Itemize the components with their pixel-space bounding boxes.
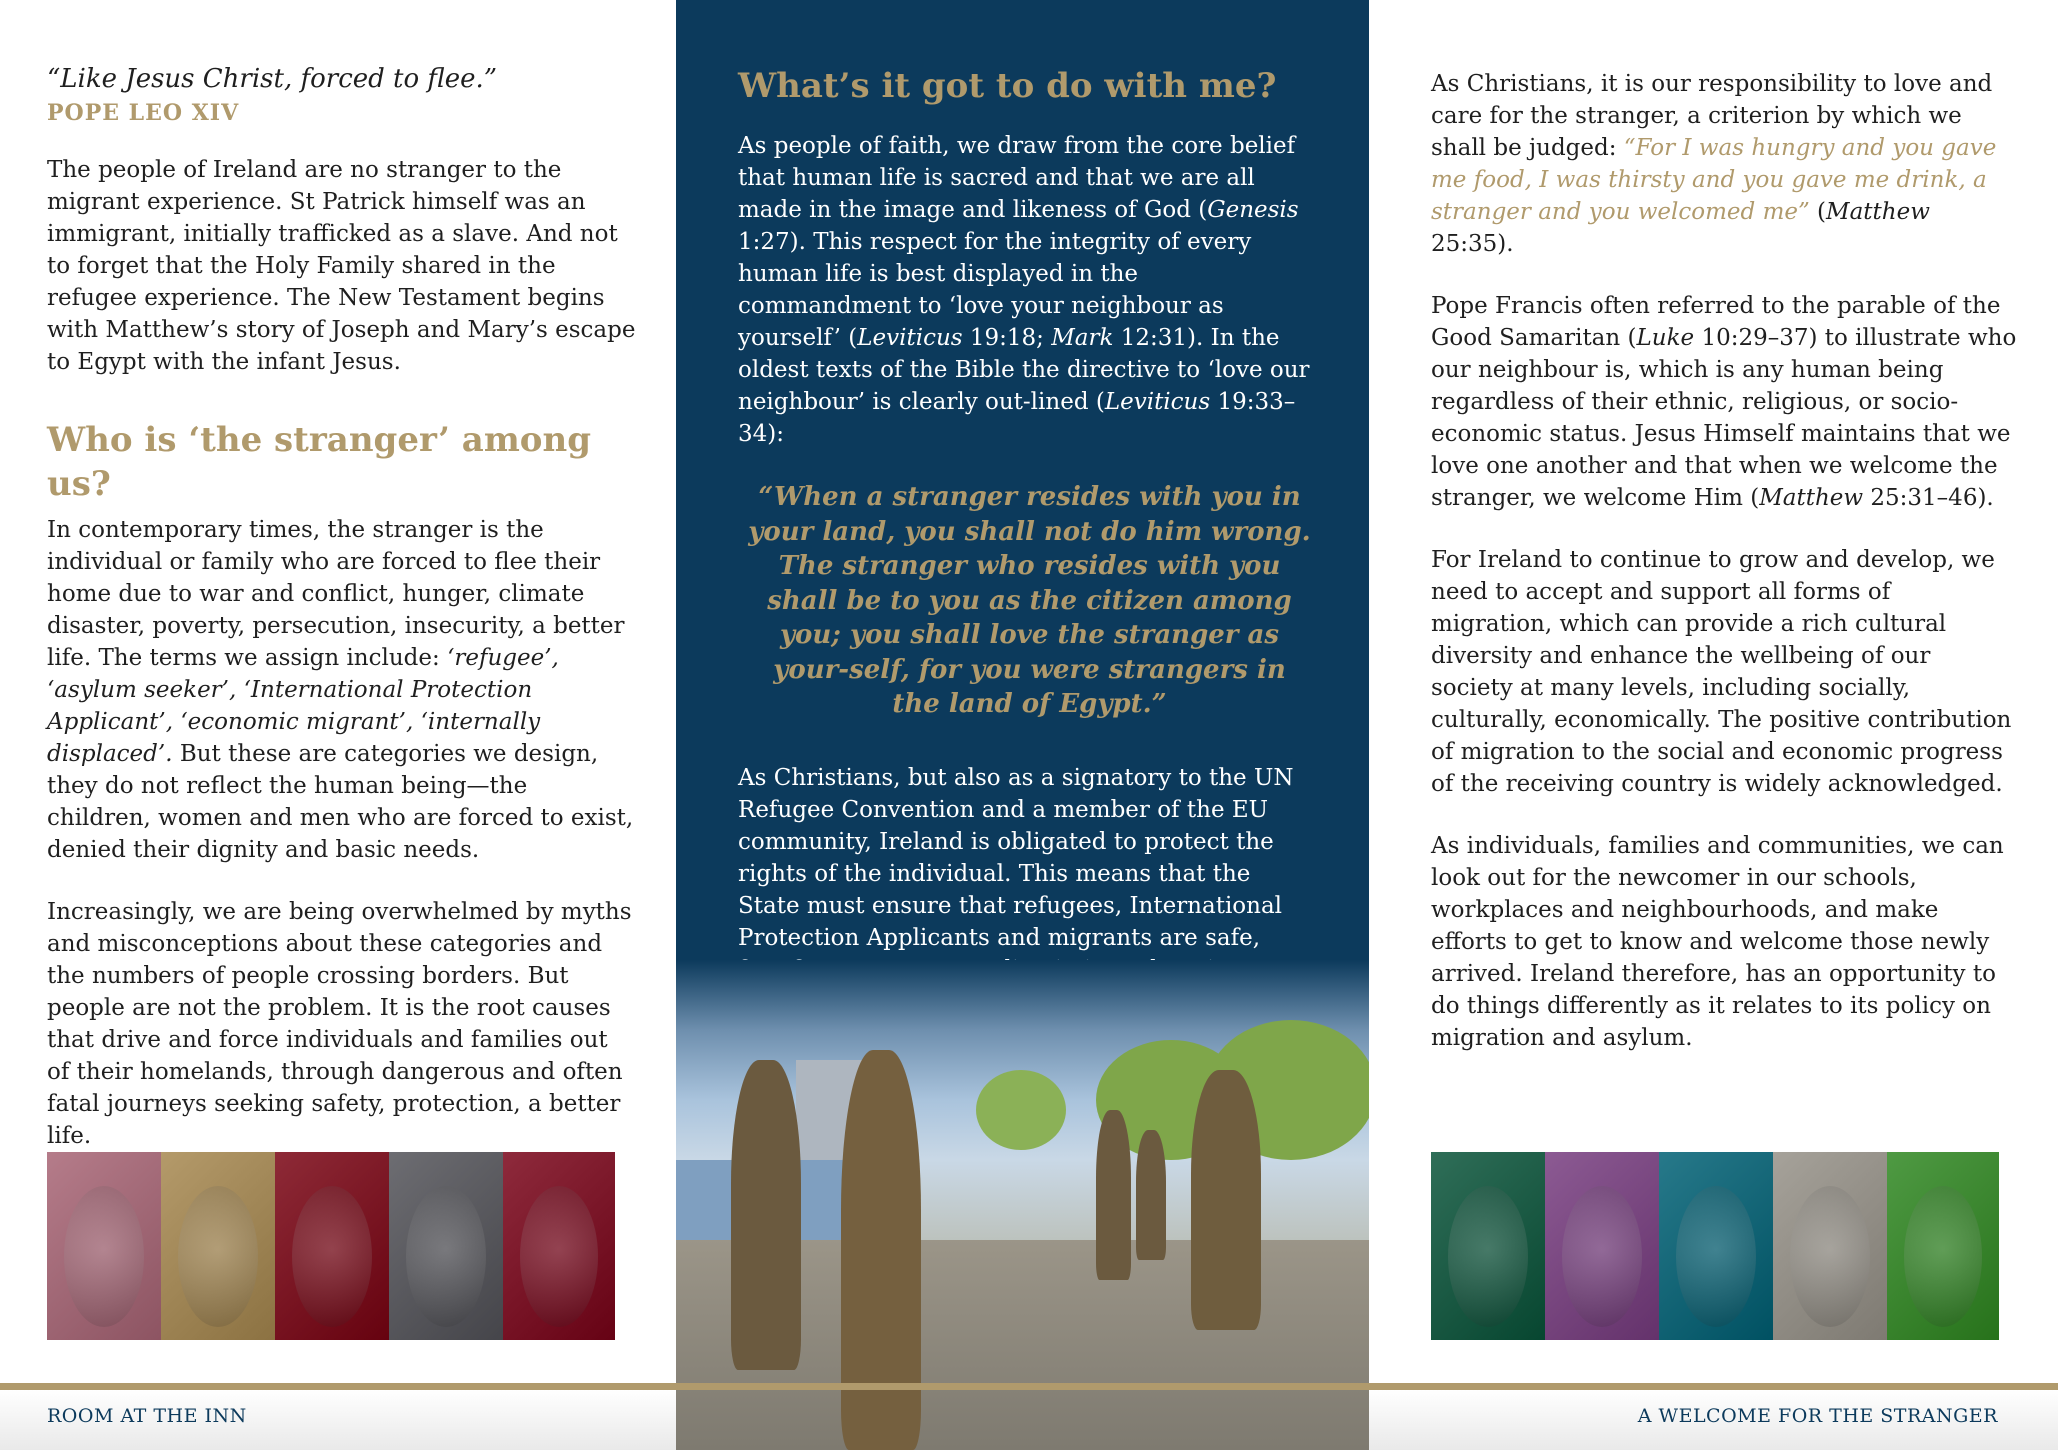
famine-memorial-photo — [676, 960, 1369, 1450]
matthew-quote: “For I was hungry and you gave me food, I was thirsty and you gave me drink, a stranger and you welcomed me” — [1431, 135, 1997, 225]
intro-paragraph: The people of Ireland are no stranger to the migrant experience. St Patrick himself was an immigrant, initially trafficked as a slave. And not to forget that the Holy Family shared in the refugee experience. The New Testament begins with Matthew’s story of Joseph and Mary’s escape to Egypt with the infant Jesus. — [47, 157, 636, 375]
footer-right-text: A WELCOME FOR THE STRANGER — [1637, 1405, 1998, 1427]
face-tile — [389, 1152, 503, 1340]
section-heading-stranger: Who is ‘the stranger’ among us? — [47, 420, 591, 504]
face-tile — [275, 1152, 389, 1340]
section-heading-what: What’s it got to do with me? — [738, 66, 1277, 106]
face-tile — [503, 1152, 615, 1340]
face-tile — [1659, 1152, 1773, 1340]
face-tile — [47, 1152, 161, 1340]
footer-left-text: ROOM AT THE INN — [47, 1405, 247, 1427]
footer-rule — [0, 1383, 2058, 1390]
epigraph: “Like Jesus Christ, forced to flee.” — [47, 64, 498, 94]
terms-list: ‘refugee’, ‘asylum seeker’, ‘International Protection Applicant’, ‘economic migrant’, ‘internally displaced’. — [47, 645, 559, 767]
samaritan-paragraph: Pope Francis often referred to the parable of the Good Samaritan (Luke 10:29–37) to illustrate who our neighbour is, which is any human being regardless of their ethnic, religious, or socio-economic status. Jesus Himself maintains that we love one another and that when we welcome the stranger, we welcome Him (Matthew 25:31–46). — [1431, 293, 2017, 511]
myths-paragraph: Increasingly, we are being overwhelmed by myths and misconceptions about these categories and the numbers of people crossing borders. But people are not the problem. It is the root causes that drive and force individuals and families out of their homelands, through dangerous and often fatal journeys seeking safety, protection, a better life. — [47, 899, 632, 1149]
face-tile — [161, 1152, 275, 1340]
left-column — [0, 0, 676, 1152]
faith-paragraph: As people of faith, we draw from the core belief that human life is sacred and that we are all made in the image and likeness of God (Genesis 1:27). This respect for the integrity of every human life is best displayed in the commandment to ‘love your neighbour as yourself’ (Leviticus 19:18; Mark 12:31). In the oldest texts of the Bible the directive to ‘love our neighbour’ is clearly out-lined (Leviticus 19:33–34): — [738, 133, 1310, 447]
stranger-paragraph: In contemporary times, the stranger is the individual or family who are forced to flee their home due to war and conflict, hunger, climate disaster, poverty, persecution, insecurity, a better life. The terms we assign include: ‘refugee’, ‘asylum seeker’, ‘International Protection Applicant’, ‘economic migrant’, ‘internally displaced’. But these are categories we design, they do not reflect the human being—the children, women and men who are forced to exist, denied their dignity and basic needs. — [47, 517, 634, 863]
migration-paragraph: For Ireland to continue to grow and develop, we need to accept and support all forms of migration, which can provide a rich cultural diversity and enhance the wellbeing of our society at many levels, including socially, culturally, economically. The positive contribution of migration to the social and economic progress of the receiving country is widely acknowledged. — [1431, 547, 2012, 797]
middle-column — [676, 0, 1369, 1450]
faces-image-left — [47, 1152, 615, 1340]
faces-image-right — [1431, 1152, 1999, 1340]
leviticus-quote: “When a stranger resides with you in your land, you shall not do him wrong. The stranger who resides with you shall be to you as the citizen among you; you shall love the stranger as your-self, for you were strangers in the land of Egypt.” — [748, 482, 1311, 719]
convention-paragraph: As Christians, but also as a signatory to the UN Refugee Convention and a member of the EU community, Ireland is obligated to protect the rights of the individual. This means that the State must ensure that refugees, International Protection Applicants and migrants are safe, — [738, 764, 1294, 951]
responsibility-paragraph: As Christians, it is our responsibility to love and care for the stranger, a criterion by which we shall be judged: “For I was hungry and you gave me food, I was thirsty and you gave me drink, a stranger and you welcomed me” (Matthew 25:35). — [1431, 71, 1997, 257]
face-tile — [1887, 1152, 1999, 1340]
face-tile — [1773, 1152, 1887, 1340]
right-column — [1369, 0, 2058, 1054]
face-tile — [1545, 1152, 1659, 1340]
communities-paragraph: As individuals, families and communities, we can look out for the newcomer in our schools, workplaces and neighbourhoods, and make efforts to get to know and welcome those newly arrived. Ireland therefore, has an opportunity to do things differently as it relates to its policy on migration and asylum. — [1431, 833, 2004, 1051]
epigraph-author: POPE LEO XIV — [47, 100, 240, 126]
face-tile — [1431, 1152, 1545, 1340]
